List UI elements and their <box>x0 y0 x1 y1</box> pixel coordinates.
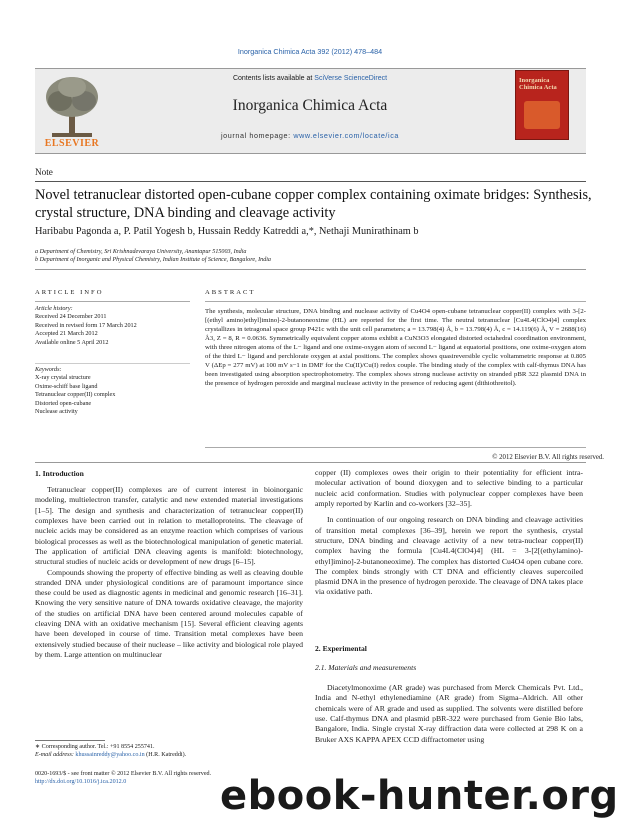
keywords <box>35 366 195 416</box>
affiliation-a: a Department of Chemistry, Sri Krishnadevaraya University, Anantapur 515003, India <box>35 249 247 255</box>
paragraph: Compounds showing the property of effective binding as well as cleaving double stranded DNA under physiological conditions are of paramount importance since these could be used as diagnostic agents in medicinal and genomic research [16–31]. Knowing the very sensitive nature of DNA towards oxidative cleavage, the majority of the studies on artificial DNA have been centered around molecules capable of cleaving DNA with an oxidative mechanism [15]. Several efficient cleaving agents have been developed in course of time. Transition metal complexes have been extensively studied because of their nuclease – like activity and biological role played by them. Large attention on multinuclear <box>35 567 303 659</box>
section-heading-experimental: 2. Experimental <box>315 644 367 653</box>
divider <box>35 301 190 302</box>
divider <box>35 181 586 182</box>
paragraph: Diacetylmonoxime (AR grade) was purchased from Merck Chemicals Pvt. Ltd., India and N-ethyl ethylenediamine (AR grade) from Sigma–Aldrich. All other chemicals were of AR grade and used as supplied. The solvents were distilled before use. Calf-thymus DNA and plasmid pBR-322 were purchased from Genie Bio labs, Bangalore, India. Single crystal X-ray diffraction data were collected at 298 K on a Bruker AXS KAPPA APEX CCD diffractometer using <box>315 683 583 744</box>
copyright-notice: © 2012 Elsevier B.V. All rights reserved. <box>492 454 604 461</box>
article-type: Note <box>35 167 53 177</box>
journal-homepage <box>150 131 470 140</box>
abstract-text: The synthesis, molecular structure, DNA binding and nuclease activity of Cu4O4 open-cubane tetranuclear copper(II) complex with 3-[2-[(ethyl amino)ethyl]imino]-2-butanoneoxime (HL) are reported for the first time. The neutral tetranuclear [Cu4L4(ClO4)4] complex crystallizes in tetragonal space group P421c with the unit cell parameters; a = 13.798(4) Å, b = 13.798(4) Å, c = 14.119(6) Å, V = 2688(16) Å3, Z = 8, R = 0.0636. Symmetrically equivalent copper atoms exhibit a CuN3O3 elongated distorted octahedral coordination environment, with three nitrogen atoms of the L− ligand and one oxime-oxygen atom of second L− ligand at equatorial positions, one oxime-oxygen atom of the third L− ligand and perchlorate oxygen at axial positions. The complex shows quasireversible cyclic voltammetric response at 0.805 V (ΔEp = 277 mV) at 100 mV s−1 in DMF for the Cu(II)/Cu(I) redox couple. The binding study of the complex with calf-thymus DNA has been investigated using absorption spectrophotometry. The complex shows strong nuclease activity on stranded pBR 322 plasmid DNA in the presence of hydrogen peroxide and marginal nuclease activity in the presence of reducing agent (dithiothreitol). <box>205 308 586 388</box>
article-history <box>35 305 195 347</box>
history-item: Available online 5 April 2012 <box>35 338 109 346</box>
homepage-link[interactable]: www.elsevier.com/locate/ica <box>293 131 400 140</box>
divider <box>35 462 586 463</box>
paragraph: Tetranuclear copper(II) complexes are of current interest in bioinorganic modeling, multielectron transfer, catalytic and new extended material investigations [1–5]. The design and synthesis and characterization of tetranuclear copper(II) complexes have been carried out in relation to metalloproteins. The cleavage of nucleic acids may be considered as an enzyme reaction which comprises of various biological processes as well as the biotechnological manipulation of genetic material. The application of artificial DNA cleaving agents is manifold: biotechnology, structural studies of nucleic acids or development of new drugs [6–15]. <box>35 485 303 567</box>
section-heading-introduction: 1. Introduction <box>35 469 84 478</box>
footnote-divider <box>35 740 105 741</box>
issn-line: 0020-1693/$ - see front matter © 2012 Elsevier B.V. All rights reserved. <box>35 771 212 777</box>
keywords-label: Keywords: <box>35 366 62 373</box>
article-info-heading: ARTICLE INFO <box>35 289 104 296</box>
contents-prefix: Contents lists available at <box>232 75 315 82</box>
history-item: Accepted 21 March 2012 <box>35 330 98 338</box>
article-title: Novel tetranuclear distorted open-cubane copper complex containing oximate bridges: Synthesis, crystal structure, DNA binding and cleavage activity <box>35 187 592 221</box>
body-column-left <box>35 485 303 660</box>
watermark: ebook-hunter.org <box>220 773 619 819</box>
body-column-right-continued <box>315 683 583 745</box>
homepage-prefix: journal homepage: <box>220 131 294 140</box>
elsevier-tree-logo <box>38 71 106 143</box>
contents-line <box>180 75 440 82</box>
divider <box>205 301 586 302</box>
paragraph: copper (II) complexes owes their origin to their potentiality for efficient intra-molecular activation of bound dioxygen and to selective binding to a particular nucleic acid conformation. Studies with polynuclear copper complexes have been amply reported by Karlin and co-workers [32–35]. <box>315 468 583 508</box>
journal-cover-thumbnail <box>515 70 569 140</box>
divider <box>35 363 190 364</box>
divider <box>35 269 586 270</box>
keyword: Nuclease activity <box>35 408 78 416</box>
affiliation-b: b Department of Inorganic and Physical Chemistry, Indian Institute of Science, Bangalore, India <box>35 257 271 263</box>
sciencedirect-link[interactable]: SciVerse ScienceDirect <box>314 75 388 82</box>
cover-title: Inorganica Chimica Acta <box>519 77 557 91</box>
keyword: Distorted open-cubane <box>35 399 92 407</box>
divider <box>205 447 586 448</box>
journal-name: Inorganica Chimica Acta <box>232 97 388 114</box>
history-label: Article history: <box>35 305 73 312</box>
corresponding-author: ∗ Corresponding author. Tel.: +91 8554 255741. <box>35 744 155 750</box>
body-column-right <box>315 468 583 598</box>
email-prefix: E-mail address: <box>35 752 76 758</box>
keyword: Oxime-schiff base ligand <box>35 382 98 390</box>
cover-artwork <box>524 101 560 129</box>
paragraph: In continuation of our ongoing research on DNA binding and cleavage activities of transition metal complexes [36–39], herein we report the synthesis, crystal structure, DNA binding and cleavage activity of a new tetra-nuclear copper(II) complex having the formula [Cu4L4(ClO4)4] (HL = 3-[2[(ethylamino)-ethyl]imino]-2-butanoneoxime). The complex has distorted Cu4O4 open cubane core. The complex binds strongly with CT DNA and efficiently cleaves supercoiled plasmid DNA in the presence of hydrogen peroxide. The cleavage of DNA takes place via oxidative path. <box>315 515 583 597</box>
subsection-heading-materials: 2.1. Materials and measurements <box>315 663 417 672</box>
journal-citation[interactable]: Inorganica Chimica Acta 392 (2012) 478–484 <box>237 47 383 56</box>
abstract-heading: ABSTRACT <box>205 289 256 296</box>
email-suffix: (H.R. Katreddi). <box>144 752 187 758</box>
publisher-name: ELSEVIER <box>44 138 100 149</box>
history-item: Received in revised form 17 March 2012 <box>35 321 137 329</box>
email-link[interactable]: khussainreddy@yahoo.co.in <box>75 752 145 758</box>
email-line <box>35 751 303 759</box>
author-list: Haribabu Pagonda a, P. Patil Yogesh b, Hussain Reddy Katreddi a,*, Nethaji Munirathinam b <box>35 226 419 237</box>
corresponding-author-footnote <box>35 743 303 759</box>
keyword: Tetranuclear copper(II) complex <box>35 391 116 399</box>
doi-link[interactable]: http://dx.doi.org/10.1016/j.ica.2012.0 <box>35 779 127 786</box>
history-item: Received 24 December 2011 <box>35 313 107 321</box>
keyword: X-ray crystal structure <box>35 374 91 382</box>
